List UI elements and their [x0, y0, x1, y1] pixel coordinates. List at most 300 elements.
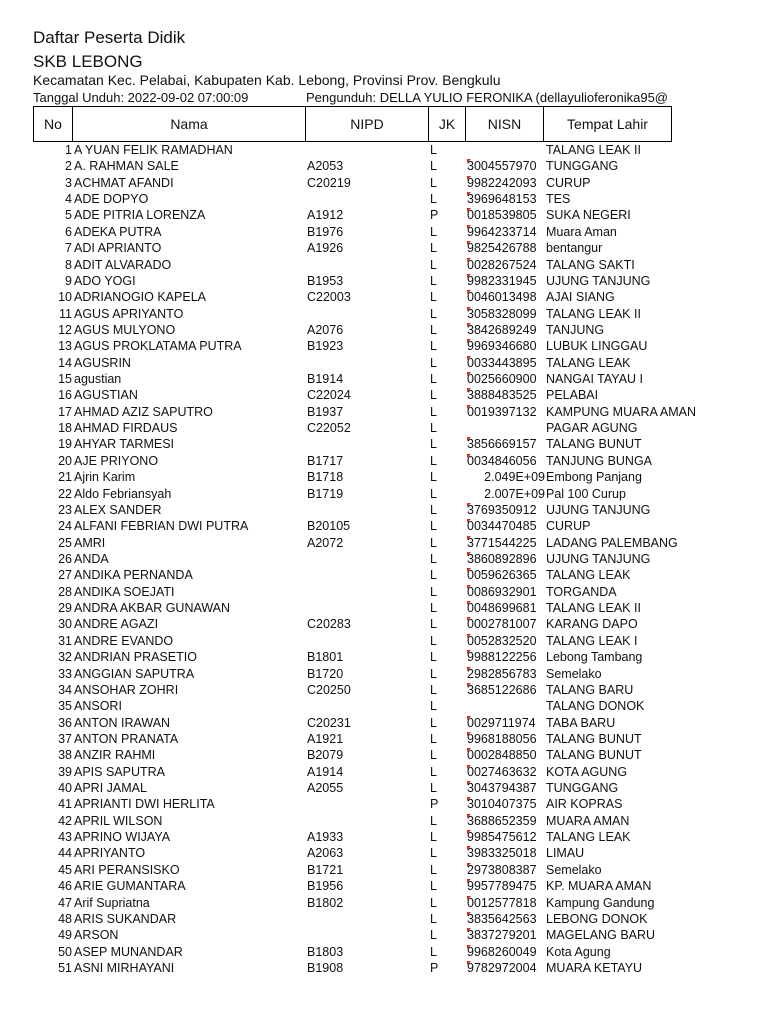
student-name: ANDRE AGAZI — [74, 617, 159, 632]
row-number: 15 — [58, 372, 72, 387]
student-name: A YUAN FELIK RAMADHAN — [74, 143, 233, 157]
cell-comment-marker — [467, 748, 471, 752]
student-nisn: 3058328099 — [467, 306, 537, 321]
table-row — [33, 649, 673, 665]
cell-comment-marker — [467, 765, 471, 769]
student-nisn: 3010407375 — [467, 797, 537, 812]
student-birthplace: TALANG SAKTI — [546, 257, 635, 272]
student-name: AHMAD FIRDAUS — [74, 421, 178, 436]
cell-comment-marker — [467, 307, 471, 311]
student-name: APIS SAPUTRA — [74, 764, 165, 779]
table-row — [33, 518, 673, 534]
row-number: 35 — [58, 699, 72, 714]
cell-comment-marker — [467, 912, 471, 916]
student-nipd: C20219 — [307, 175, 351, 190]
student-birthplace: KAMPUNG MUARA AMAN — [546, 404, 697, 419]
student-gender: L — [430, 339, 437, 354]
student-name: AMRI — [74, 535, 106, 550]
student-nipd: B1976 — [307, 224, 344, 239]
student-nipd: A1933 — [307, 830, 344, 845]
student-nisn: 9968260049 — [467, 944, 537, 959]
table-row — [33, 387, 673, 403]
student-gender: L — [430, 944, 437, 959]
student-birthplace: MUARA KETAYU — [546, 960, 643, 975]
table-row — [33, 584, 673, 600]
student-name: ANSOHAR ZOHRI — [74, 682, 179, 697]
student-gender: L — [430, 241, 437, 256]
student-gender: L — [430, 372, 437, 387]
row-number: 20 — [58, 453, 72, 468]
student-birthplace: UJUNG TANJUNG — [546, 273, 651, 288]
table-row — [33, 502, 673, 518]
student-gender: L — [430, 650, 437, 665]
table-row — [33, 944, 673, 960]
table-row — [33, 960, 673, 976]
student-nipd: C20231 — [307, 715, 351, 730]
cell-comment-marker — [467, 290, 471, 294]
student-gender: L — [430, 879, 437, 894]
row-number: 17 — [58, 404, 72, 419]
table-row — [33, 715, 673, 731]
student-gender: L — [430, 895, 437, 910]
student-nisn: 3043794387 — [467, 781, 537, 796]
student-nisn: 9982331945 — [467, 273, 537, 288]
student-birthplace: Kota Agung — [546, 944, 611, 959]
student-nisn: 2973808387 — [467, 862, 537, 877]
student-nisn: 0002781007 — [467, 617, 537, 632]
student-nipd: B1718 — [307, 470, 344, 485]
student-name: AJE PRIYONO — [74, 453, 159, 468]
student-nisn: 3769350912 — [467, 502, 537, 517]
column-header-nisn: NISN — [466, 107, 544, 142]
student-nipd: C22024 — [307, 388, 351, 403]
student-nipd: B1956 — [307, 879, 344, 894]
cell-comment-marker — [467, 568, 471, 572]
cell-comment-marker — [467, 339, 471, 343]
table-row — [33, 666, 673, 682]
student-birthplace: CURUP — [546, 175, 591, 190]
row-number: 2 — [65, 159, 72, 174]
row-number: 18 — [58, 421, 72, 436]
student-birthplace: TANJUNG BUNGA — [546, 453, 653, 468]
cell-comment-marker — [467, 617, 471, 621]
row-number: 30 — [58, 617, 72, 632]
student-birthplace: TALANG LEAK — [546, 355, 631, 370]
student-birthplace: Semelako — [546, 666, 602, 681]
cell-comment-marker — [467, 732, 471, 736]
student-birthplace: LEBONG DONOK — [546, 911, 648, 926]
student-nipd: A1926 — [307, 241, 344, 256]
table-row — [33, 404, 697, 420]
cell-comment-marker — [467, 503, 471, 507]
student-nisn: 3860892896 — [467, 551, 537, 566]
row-number: 40 — [58, 781, 72, 796]
table-row — [33, 616, 673, 632]
student-gender: P — [430, 208, 439, 223]
student-name: ANDRE EVANDO — [74, 633, 174, 648]
row-number: 48 — [58, 911, 72, 926]
student-birthplace: MAGELANG BARU — [546, 928, 656, 943]
student-nipd: B1721 — [307, 862, 344, 877]
student-name: AGUS MULYONO — [74, 322, 176, 337]
student-name: AGUS PROKLATAMA PUTRA — [74, 339, 242, 354]
table-row — [33, 764, 673, 780]
table-row — [33, 633, 673, 649]
table-row — [33, 600, 673, 616]
student-gender: L — [430, 519, 437, 534]
student-gender: L — [430, 306, 437, 321]
student-name: ADI APRIANTO — [74, 241, 162, 256]
student-nipd: C20283 — [307, 617, 351, 632]
student-name: ASNI MIRHAYANI — [74, 960, 175, 975]
cell-comment-marker — [467, 225, 471, 229]
student-gender: L — [430, 273, 437, 288]
cell-comment-marker — [467, 928, 471, 932]
student-name: APRIANTI DWI HERLITA — [74, 797, 215, 812]
row-number: 29 — [58, 601, 72, 616]
table-row — [33, 780, 673, 796]
student-gender: L — [430, 388, 437, 403]
student-gender: L — [430, 813, 437, 828]
cell-comment-marker — [467, 519, 471, 523]
student-birthplace: TALANG LEAK II — [546, 143, 641, 157]
student-birthplace: Lebong Tambang — [546, 650, 643, 665]
student-gender: L — [430, 486, 437, 501]
student-nisn: 9957789475 — [467, 879, 537, 894]
student-nisn: 9782972004 — [467, 960, 537, 975]
student-gender: L — [430, 404, 437, 419]
student-nisn: 0025660900 — [467, 372, 537, 387]
student-birthplace: TALANG BUNUT — [546, 748, 642, 763]
row-number: 46 — [58, 879, 72, 894]
student-nipd: B1937 — [307, 404, 344, 419]
cell-comment-marker — [467, 323, 471, 327]
row-number: 34 — [58, 682, 72, 697]
row-number: 22 — [58, 486, 72, 501]
student-name: ARI PERANSISKO — [74, 862, 180, 877]
student-nisn: 3888483525 — [467, 388, 537, 403]
student-gender: L — [430, 355, 437, 370]
student-nisn: 0052832520 — [467, 633, 537, 648]
row-number: 23 — [58, 502, 72, 517]
student-nisn: 0027463632 — [467, 764, 537, 779]
student-name: AGUSTIAN — [74, 388, 138, 403]
student-birthplace: TANJUNG — [546, 322, 605, 337]
row-number: 5 — [65, 208, 72, 223]
student-name: ANDIKA SOEJATI — [74, 584, 175, 599]
column-header-nipd: NIPD — [306, 107, 429, 142]
student-birthplace: NANGAI TAYAU I — [546, 372, 644, 387]
row-number: 10 — [58, 290, 72, 305]
student-birthplace: TALANG LEAK II — [546, 306, 641, 321]
student-nipd: B1801 — [307, 650, 344, 665]
student-name: AHYAR TARMESI — [74, 437, 175, 452]
row-number: 51 — [58, 960, 72, 975]
download-date: Tanggal Unduh: 2022-09-02 07:00:09 — [33, 90, 249, 105]
row-number: 14 — [58, 355, 72, 370]
student-birthplace: KARANG DAPO — [546, 617, 638, 632]
student-gender: L — [430, 175, 437, 190]
student-gender: L — [430, 437, 437, 452]
student-gender: P — [430, 797, 439, 812]
table-row — [33, 895, 673, 911]
page-title: Daftar Peserta Didik — [33, 28, 186, 47]
cell-comment-marker — [467, 454, 471, 458]
row-number: 43 — [58, 830, 72, 845]
student-name: ADO YOGI — [74, 273, 136, 288]
column-header-tempat-lahir: Tempat Lahir — [544, 107, 672, 142]
cell-comment-marker — [467, 830, 471, 834]
student-gender: L — [430, 781, 437, 796]
student-nisn: 3835642563 — [467, 911, 537, 926]
student-gender: L — [430, 731, 437, 746]
row-number: 45 — [58, 862, 72, 877]
student-nisn: 3688652359 — [467, 813, 537, 828]
cell-comment-marker — [467, 388, 471, 392]
student-nisn: 9964233714 — [467, 224, 537, 239]
student-birthplace: TALANG LEAK — [546, 568, 631, 583]
student-birthplace: TES — [546, 192, 571, 207]
student-gender: L — [430, 224, 437, 239]
student-nisn: 3004557970 — [467, 159, 537, 174]
table-row — [33, 175, 673, 191]
row-number: 47 — [58, 895, 72, 910]
row-number: 4 — [65, 192, 72, 207]
student-birthplace: UJUNG TANJUNG — [546, 502, 651, 517]
student-birthplace: SUKA NEGERI — [546, 208, 631, 223]
student-name: ADE DOPYO — [74, 192, 149, 207]
student-nisn: 0086932901 — [467, 584, 537, 599]
student-name: ASEP MUNANDAR — [74, 944, 183, 959]
student-nipd: A2055 — [307, 781, 344, 796]
table-row — [33, 273, 673, 289]
student-name: ARIE GUMANTARA — [74, 879, 186, 894]
student-birthplace: CURUP — [546, 519, 591, 534]
student-name: Ajrin Karim — [74, 470, 136, 485]
student-gender: L — [430, 601, 437, 616]
student-nisn: 9988122256 — [467, 650, 537, 665]
table-row — [33, 240, 673, 256]
row-number: 11 — [59, 306, 72, 321]
student-gender: L — [430, 421, 437, 436]
student-nisn: 2.049E+09 — [484, 470, 545, 485]
student-nisn: 0046013498 — [467, 290, 537, 305]
student-gender: L — [430, 551, 437, 566]
student-name: ANGGIAN SAPUTRA — [74, 666, 195, 681]
cell-comment-marker — [467, 716, 471, 720]
row-number: 1 — [65, 143, 72, 157]
student-nipd: B1923 — [307, 339, 344, 354]
student-gender: L — [430, 322, 437, 337]
student-gender: L — [430, 617, 437, 632]
student-birthplace: TALANG DONOK — [546, 699, 645, 714]
student-birthplace: KP. MUARA AMAN — [546, 879, 652, 894]
table-row — [33, 845, 673, 861]
student-gender: L — [430, 928, 437, 943]
student-name: ANZIR RAHMI — [74, 748, 156, 763]
student-birthplace: TABA BARU — [546, 715, 616, 730]
table-row — [33, 927, 673, 943]
row-number: 24 — [58, 519, 72, 534]
student-nisn: 3856669157 — [467, 437, 537, 452]
student-name: ADRIANOGIO KAPELA — [74, 290, 206, 305]
table-row — [33, 453, 673, 469]
row-number: 25 — [58, 535, 72, 550]
row-number: 27 — [58, 568, 72, 583]
student-nipd: B1908 — [307, 960, 344, 975]
student-nipd: A1912 — [307, 208, 344, 223]
student-gender: L — [430, 764, 437, 779]
student-name: ANDA — [74, 551, 109, 566]
student-gender: L — [430, 715, 437, 730]
student-nisn: 0012577818 — [467, 895, 537, 910]
row-number: 7 — [65, 241, 72, 256]
row-number: 32 — [58, 650, 72, 665]
student-gender: L — [430, 143, 437, 157]
student-birthplace: LADANG PALEMBANG — [546, 535, 678, 550]
table-row — [33, 207, 673, 223]
cell-comment-marker — [467, 585, 471, 589]
cell-comment-marker — [467, 536, 471, 540]
downloader-info: Pengunduh: DELLA YULIO FERONIKA (dellayulioferonika95@ — [306, 90, 668, 105]
row-number: 28 — [58, 584, 72, 599]
student-nipd: B1802 — [307, 895, 344, 910]
student-nisn: 9825426788 — [467, 241, 537, 256]
student-nisn: 3983325018 — [467, 846, 537, 861]
student-birthplace: TUNGGANG — [546, 781, 619, 796]
student-birthplace: PELABAI — [546, 388, 599, 403]
column-header-no: No — [34, 107, 73, 142]
cell-comment-marker — [467, 650, 471, 654]
student-name: ADIT ALVARADO — [74, 257, 172, 272]
table-row — [33, 191, 673, 207]
table-row — [33, 878, 673, 894]
student-birthplace: Kampung Gandung — [546, 895, 655, 910]
row-number: 50 — [58, 944, 72, 959]
student-nisn: 3685122686 — [467, 682, 537, 697]
table-row — [33, 224, 673, 240]
student-nipd: B1803 — [307, 944, 344, 959]
table-row — [33, 911, 673, 927]
cell-comment-marker — [467, 863, 471, 867]
student-name: ADEKA PUTRA — [74, 224, 162, 239]
cell-comment-marker — [467, 634, 471, 638]
row-number: 21 — [58, 470, 72, 485]
student-birthplace: TALANG BUNUT — [546, 731, 642, 746]
row-number: 3 — [65, 175, 72, 190]
student-nisn: 0029711974 — [467, 715, 536, 730]
table-row — [33, 567, 673, 583]
student-nipd: A2063 — [307, 846, 344, 861]
table-row — [33, 371, 673, 387]
student-gender: L — [430, 470, 437, 485]
student-nisn: 0028267524 — [467, 257, 537, 272]
table-row — [33, 486, 673, 502]
student-birthplace: Muara Aman — [546, 224, 617, 239]
institution-name: SKB LEBONG — [33, 52, 143, 71]
row-number: 36 — [58, 715, 72, 730]
student-nisn: 0034470485 — [467, 519, 537, 534]
student-gender: L — [430, 159, 437, 174]
student-name: APRIYANTO — [74, 846, 146, 861]
student-birthplace: LIMAU — [546, 846, 585, 861]
row-number: 8 — [65, 257, 72, 272]
student-birthplace: TALANG LEAK — [546, 830, 631, 845]
student-gender: P — [430, 960, 439, 975]
student-birthplace: bentangur — [546, 241, 603, 256]
student-list — [33, 142, 697, 976]
row-number: 42 — [58, 813, 72, 828]
student-nisn: 0019397132 — [467, 404, 537, 419]
student-gender: L — [430, 633, 437, 648]
cell-comment-marker — [467, 797, 471, 801]
student-nisn: 9969346680 — [467, 339, 537, 354]
row-number: 19 — [58, 437, 72, 452]
student-gender: L — [430, 862, 437, 877]
table-row — [33, 829, 673, 845]
row-number: 38 — [58, 748, 72, 763]
table-row — [33, 551, 673, 567]
student-birthplace: PAGAR AGUNG — [546, 421, 638, 436]
student-nisn: 0018539805 — [467, 208, 537, 223]
student-nisn: 2982856783 — [467, 666, 537, 681]
row-number: 9 — [65, 273, 72, 288]
table-row — [33, 338, 673, 354]
cell-comment-marker — [467, 683, 471, 687]
student-nipd: C22003 — [307, 290, 351, 305]
cell-comment-marker — [467, 896, 471, 900]
student-gender: L — [430, 290, 437, 305]
student-birthplace: TORGANDA — [546, 584, 617, 599]
student-nisn: 0002848850 — [467, 748, 537, 763]
cell-comment-marker — [467, 601, 471, 605]
table-row — [33, 436, 673, 452]
student-nipd: C20250 — [307, 682, 351, 697]
student-nipd: A2072 — [307, 535, 344, 550]
cell-comment-marker — [467, 405, 471, 409]
student-birthplace: AIR KOPRAS — [546, 797, 623, 812]
cell-comment-marker — [467, 945, 471, 949]
student-nisn: 0033443895 — [467, 355, 537, 370]
cell-comment-marker — [467, 356, 471, 360]
cell-comment-marker — [467, 437, 471, 441]
cell-comment-marker — [467, 192, 471, 196]
student-nisn: 3969648153 — [467, 192, 537, 207]
student-birthplace: UJUNG TANJUNG — [546, 551, 651, 566]
student-name: ANSORI — [74, 699, 122, 714]
table-row — [33, 289, 673, 305]
student-name: APRI JAMAL — [74, 781, 147, 796]
student-name: ANDIKA PERNANDA — [74, 568, 193, 583]
student-nipd: B1717 — [307, 453, 344, 468]
student-birthplace: Semelako — [546, 862, 602, 877]
row-number: 13 — [58, 339, 72, 354]
student-name: ACHMAT AFANDI — [74, 175, 174, 190]
student-nisn: 3842689249 — [467, 322, 537, 337]
student-name: agustian — [74, 372, 122, 387]
student-nipd: A2076 — [307, 322, 344, 337]
cell-comment-marker — [467, 961, 471, 965]
cell-comment-marker — [467, 372, 471, 376]
student-nisn: 2.007E+09 — [484, 486, 545, 501]
student-nisn: 3837279201 — [467, 928, 537, 943]
student-name: ANTON IRAWAN — [74, 715, 171, 730]
student-birthplace: LUBUK LINGGAU — [546, 339, 648, 354]
student-gender: L — [430, 535, 437, 550]
cell-comment-marker — [467, 879, 471, 883]
student-nipd: B20105 — [307, 519, 351, 534]
student-nisn: 3771544225 — [467, 535, 537, 550]
